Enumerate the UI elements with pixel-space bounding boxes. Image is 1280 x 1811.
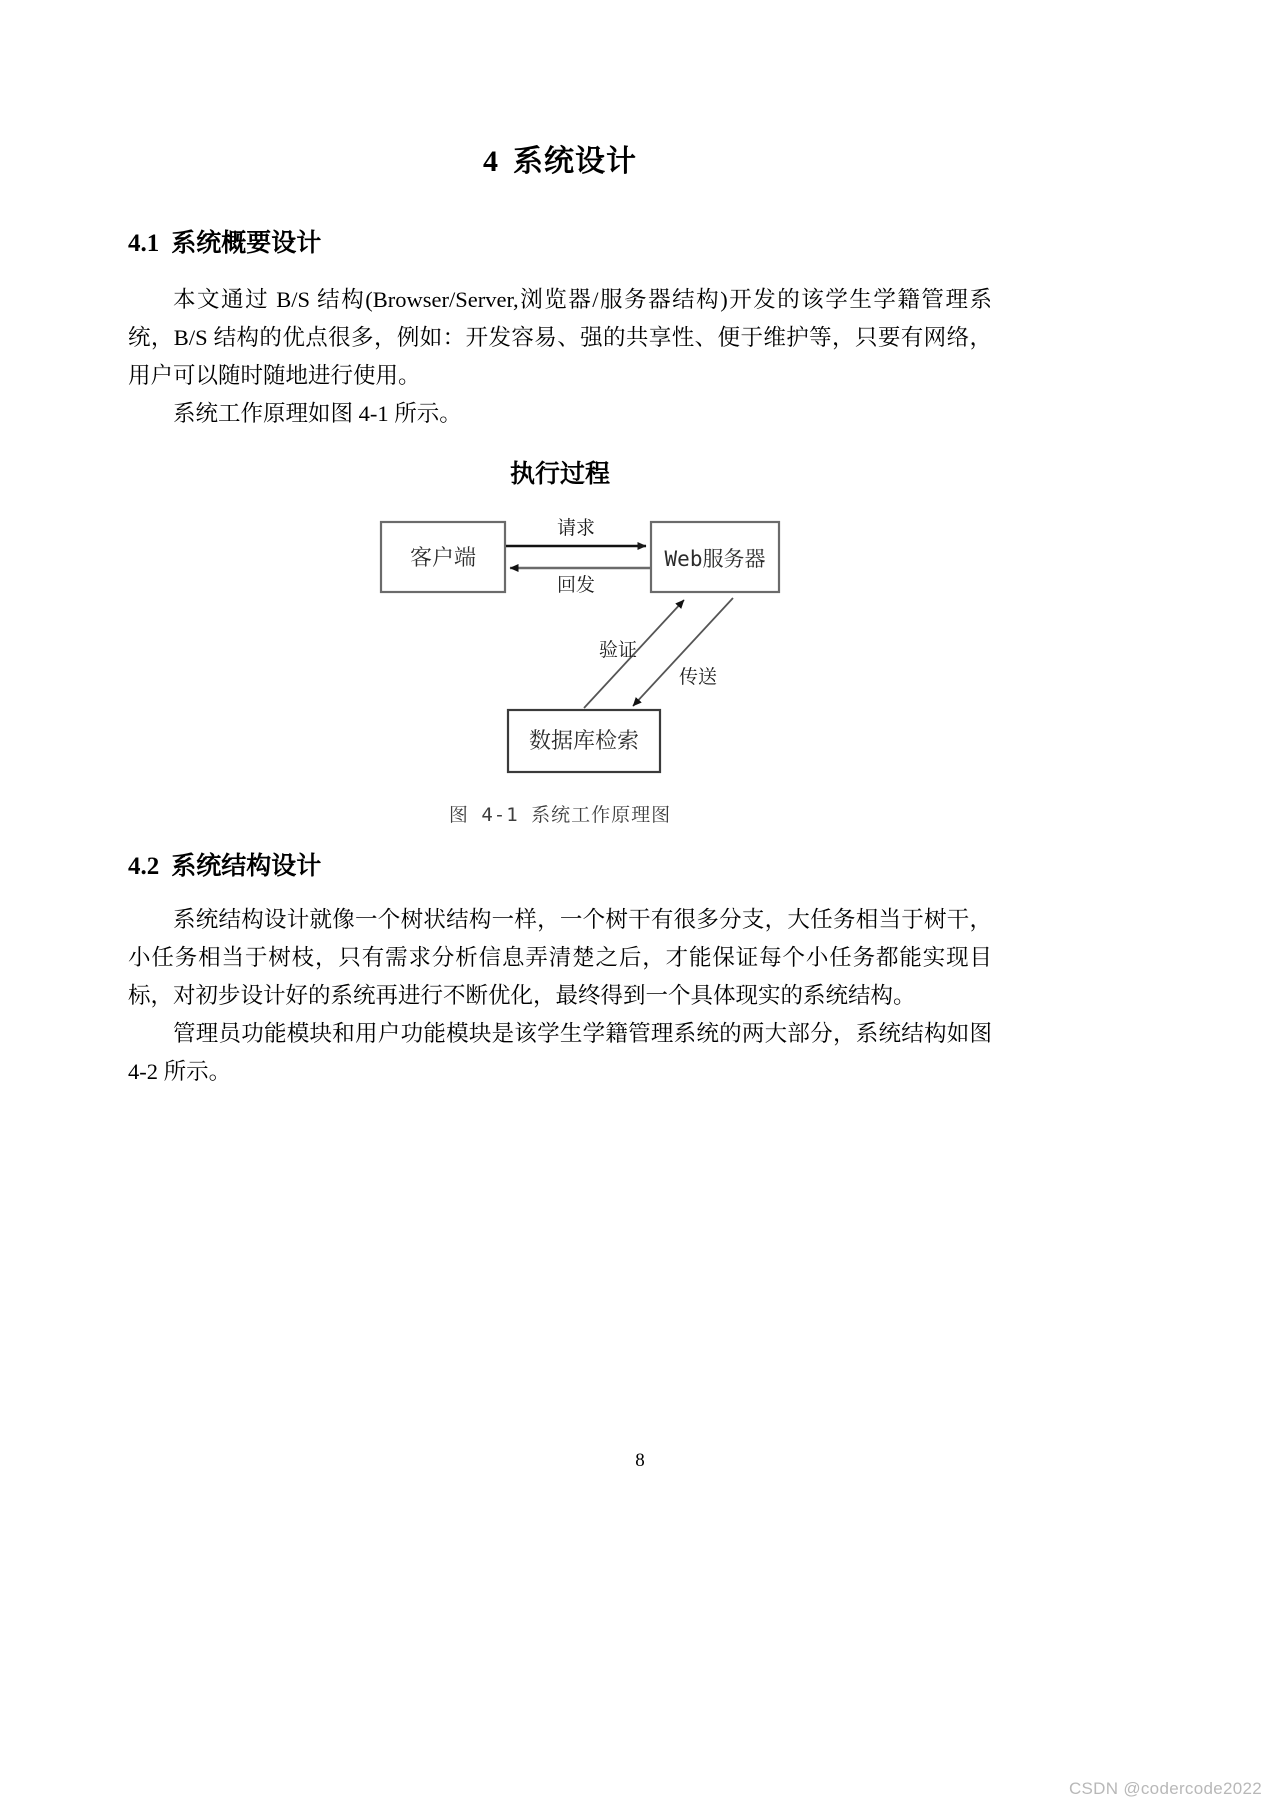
section-title-4-2: 系统结构设计 (171, 852, 322, 880)
section-number-4-1: 4.1 (128, 229, 160, 257)
diagram-edge-postback-label: 回发 (556, 574, 596, 596)
paragraph-4-2-1: 系统结构设计就像一个树状结构一样，一个树干有很多分支，大任务相当于树干，小任务相当于树枝，只有需求分析信息弄清楚之后，才能保证每个小任务都能实现目标，对初步设计好的系统再进行不断优化，最终得到一个具体现实的系统结构。 (128, 907, 992, 1008)
page-number: 8 (635, 1450, 645, 1471)
diagram-edge-request (506, 517, 646, 546)
page-title-number: 4 (483, 145, 499, 178)
diagram-edge-postback (510, 568, 650, 596)
diagram-edge-verify (584, 600, 684, 708)
diagram-node-database (508, 710, 660, 772)
section-heading-4-1 (128, 181, 992, 261)
diagram-node-database-label: 数据库检索 (528, 727, 640, 753)
diagram-node-client-label: 客户端 (409, 544, 477, 570)
figure-caption: 图 4-1 系统工作原理图 (448, 803, 672, 826)
paragraph-4-1-1: 本文通过 B/S 结构(Browser/Server,浏览器/服务器结构)开发的该学生学籍管理系统，B/S 结构的优点很多，例如：开发容易、强的共享性、便于维护等，只要有网络，用户可以随时随地进行使用。 (128, 287, 992, 388)
diagram-edge-verify-label: 验证 (598, 639, 638, 661)
page-content (128, 0, 992, 1091)
section-heading-4-2 (128, 827, 992, 884)
diagram-node-web-server (651, 522, 779, 592)
section-title-4-1: 系统概要设计 (171, 229, 322, 257)
watermark: CSDN @codercode2022 (1068, 1779, 1262, 1798)
paragraph-4-2-2: 管理员功能模块和用户功能模块是该学生学籍管理系统的两大部分，系统结构如图4-2 所示。 (128, 1021, 992, 1084)
figure-4-1 (128, 433, 992, 827)
diagram-edge-transfer (633, 598, 733, 706)
figure-title: 执行过程 (509, 461, 610, 488)
figure-diagram (128, 508, 992, 798)
paragraph-4-1-2: 系统工作原理如图 4-1 所示。 (173, 401, 462, 426)
diagram-node-web-server-label: Web服务器 (664, 546, 766, 571)
page-title (128, 0, 992, 181)
page-title-text: 系统设计 (513, 145, 637, 178)
diagram-edge-request-label: 请求 (556, 517, 596, 539)
section-number-4-2: 4.2 (128, 852, 160, 880)
diagram-edge-transfer-label: 传送 (678, 666, 718, 688)
diagram-node-client (381, 522, 505, 592)
